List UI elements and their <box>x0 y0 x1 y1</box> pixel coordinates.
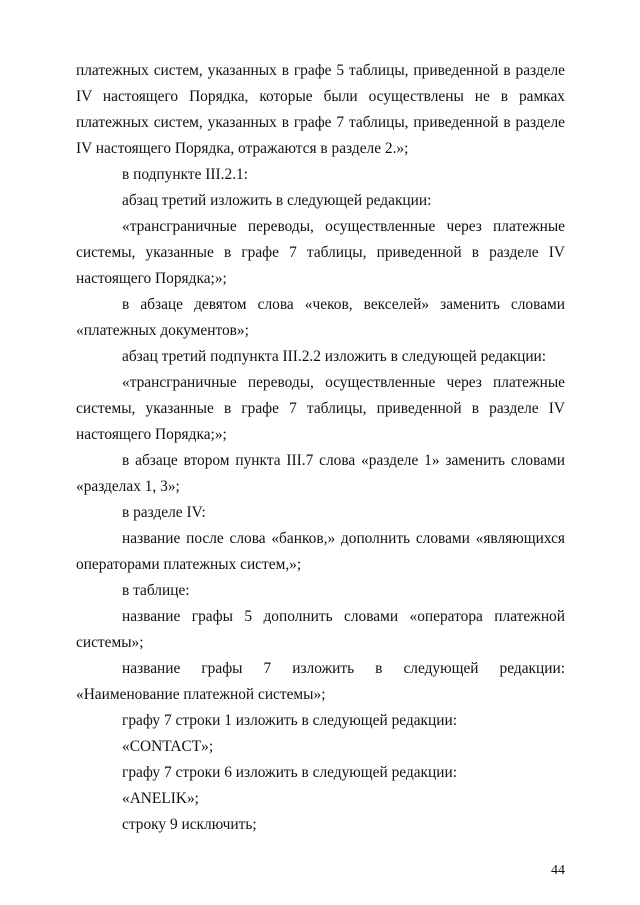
page-number: 44 <box>551 863 565 878</box>
paragraph-subpoint-iii-2-2: абзац третий подпункта III.2.2 изложить в следующей редакции: <box>122 348 547 365</box>
paragraph-section-iv: в разделе IV: <box>122 504 206 521</box>
paragraph-contact: «CONTACT»; <box>122 738 214 755</box>
paragraph-row-1: графу 7 строки 1 изложить в следующей редакции: <box>122 712 458 729</box>
paragraph-quote-transfers-1: «трансграничные переводы, осуществленные через платежные системы, указанные в графе 7 таблицы, приведенной в разделе IV настоящего Порядка;»; <box>76 218 565 287</box>
paragraph-column-5: название графы 5 дополнить словами «оператора платежной системы»; <box>76 608 565 651</box>
paragraph-title-banks: название после слова «банков,» дополнить словами «являющихся операторами платежных систем,»; <box>76 530 565 573</box>
paragraph-point-iii-7: в абзаце втором пункта III.7 слова «разделе 1» заменить словами «разделах 1, 3»; <box>76 452 565 495</box>
paragraph-column-7: название графы 7 изложить в следующей редакции: «Наименование платежной системы»; <box>76 660 565 703</box>
paragraph-abzac-devyatyy: в абзаце девятом слова «чеков, векселей» заменить словами «платежных документов»; <box>76 296 565 339</box>
paragraph-anelik: «ANELIK»; <box>122 790 199 807</box>
paragraph-continuation: платежных систем, указанных в графе 5 таблицы, приведенной в разделе IV настоящего Порядка, которые были осуществлены не в рамках платежных систем, указанных в графе 7 таблицы, приведенной в разделе IV настоящего Порядка, отражаются в разделе 2.»; <box>76 62 565 157</box>
paragraph-in-table: в таблице: <box>122 582 190 599</box>
paragraph-row-9: строку 9 исключить; <box>122 816 257 833</box>
paragraph-row-6: графу 7 строки 6 изложить в следующей редакции: <box>122 764 458 781</box>
paragraph-subpoint-iii-2-1: в подпункте III.2.1: <box>122 166 249 183</box>
paragraph-quote-transfers-2: «трансграничные переводы, осуществленные через платежные системы, указанные в графе 7 таблицы, приведенной в разделе IV настоящего Порядка;»; <box>76 374 565 443</box>
paragraph-abzac-tretiy: абзац третий изложить в следующей редакции: <box>122 192 432 209</box>
document-body <box>76 58 565 838</box>
